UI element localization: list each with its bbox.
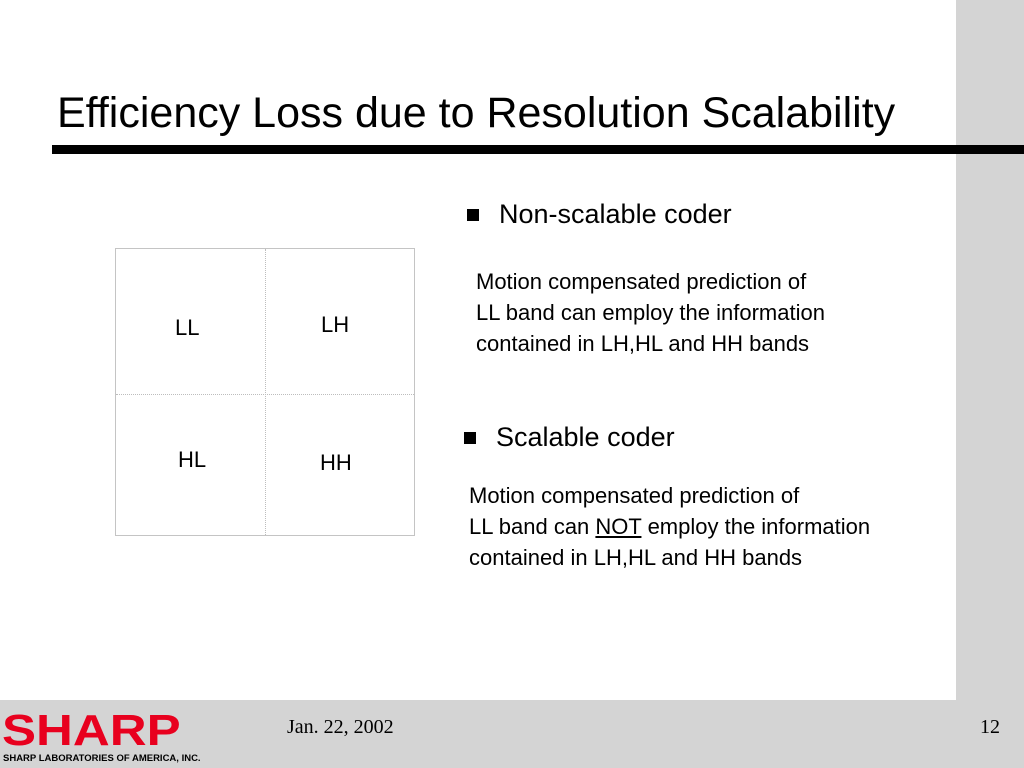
sharp-logo: SHARP — [2, 706, 181, 755]
description-line: Motion compensated prediction of — [476, 269, 807, 294]
presentation-date: Jan. 22, 2002 — [287, 716, 394, 738]
bullet-non-scalable — [467, 201, 732, 228]
description-line: LL band can employ the information — [476, 300, 825, 325]
description-line: Motion compensated prediction of — [469, 483, 800, 508]
description-line: contained in LH,HL and HH bands — [476, 331, 810, 356]
description-line: contained in LH,HL and HH bands — [469, 545, 803, 570]
bullet-heading-scalable: Scalable coder — [496, 422, 675, 452]
grid-vertical-divider — [265, 249, 266, 535]
subband-grid — [115, 248, 415, 536]
band-label-hh: HH — [320, 450, 352, 475]
band-label-hl: HL — [178, 447, 207, 472]
grid-horizontal-divider — [116, 394, 414, 395]
right-decorative-band — [956, 0, 1024, 700]
slide-title: Efficiency Loss due to Resolution Scalability — [57, 89, 896, 137]
band-label-lh: LH — [321, 312, 350, 337]
line-suffix: employ the information — [641, 514, 871, 539]
bullet-scalable — [464, 424, 675, 451]
non-scalable-description — [476, 266, 825, 359]
page-number: 12 — [980, 716, 1000, 738]
band-label-ll: LL — [175, 315, 200, 340]
line-prefix: LL band can — [469, 514, 596, 539]
company-name: SHARP LABORATORIES OF AMERICA, INC. — [3, 753, 201, 764]
bullet-heading-non-scalable: Non-scalable coder — [499, 199, 732, 229]
description-line — [469, 511, 870, 542]
square-bullet-icon — [464, 432, 476, 444]
title-underline-rule — [52, 145, 1024, 154]
scalable-description — [469, 480, 870, 573]
not-emphasis: NOT — [595, 514, 642, 539]
square-bullet-icon — [467, 209, 479, 221]
